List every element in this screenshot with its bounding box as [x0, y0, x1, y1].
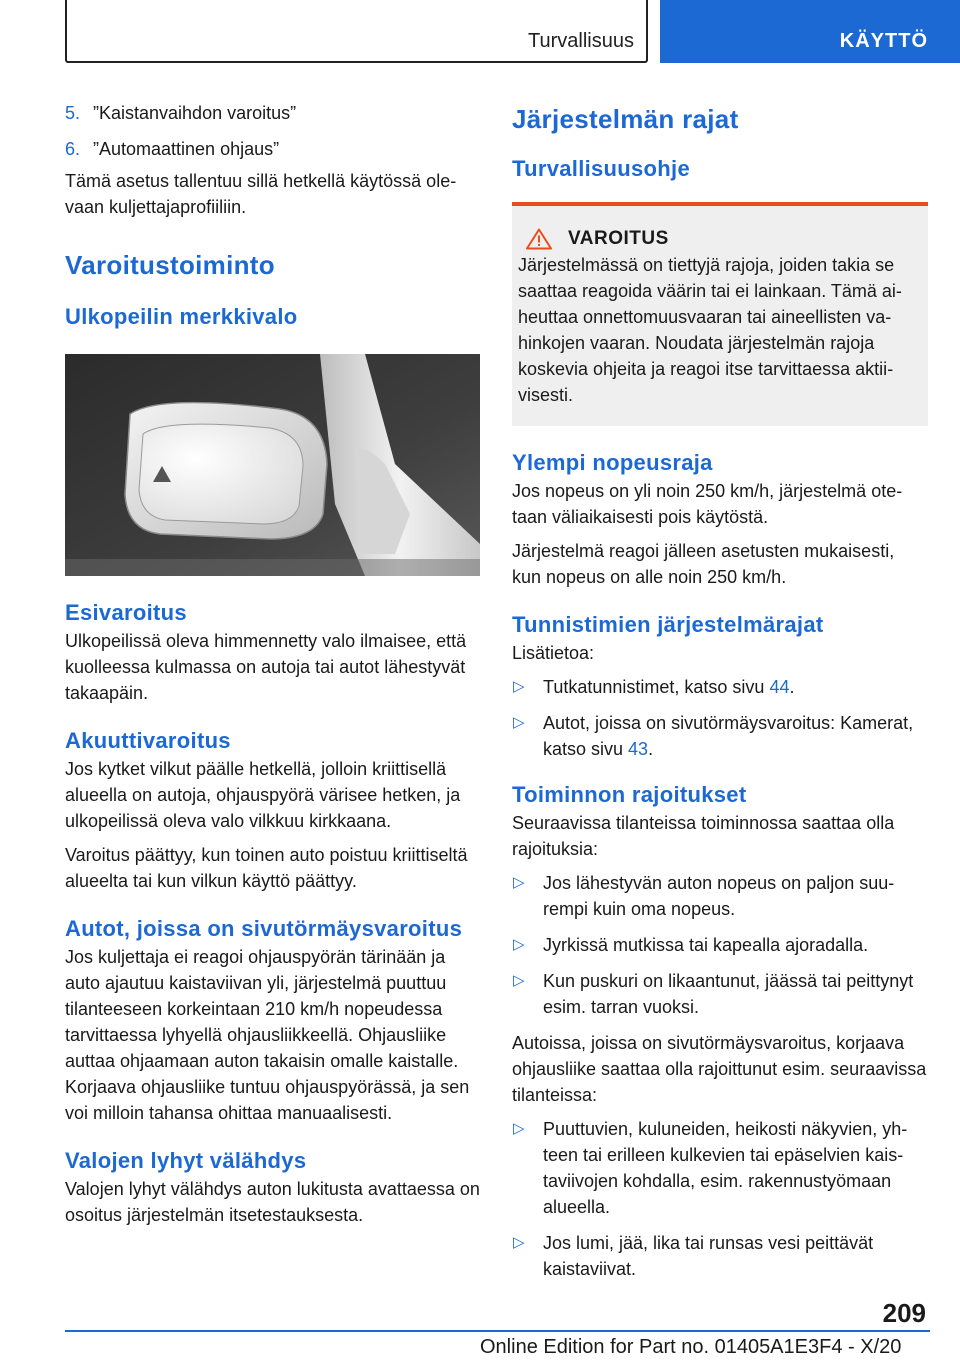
heading-turvallisuusohje: Turvallisuusohje — [512, 156, 690, 181]
list-text: ”Automaattinen ohjaus” — [93, 139, 280, 159]
header-section-box — [65, 0, 648, 63]
warning-header — [518, 228, 920, 250]
list-text: Jos lumi, jää, lika tai runsas vesi peittävät kaistaviivat. — [543, 1233, 874, 1279]
paragraph-valojen: Valojen lyhyt välähdys auton lukitusta avattaessa on osoitus järjestelmän itsetestauksesta. — [65, 1179, 480, 1225]
list-item — [512, 710, 928, 762]
page-link-43[interactable]: 43 — [628, 739, 649, 759]
heading-varoitustoiminto: Varoitustoiminto — [65, 250, 275, 280]
heading-toiminnon-rajoitukset: Toiminnon rajoitukset — [512, 782, 747, 807]
paragraph-akuutti-2: Varoitus päättyy, kun toinen auto poistuu kriittiseltä alueelta tai kun vilkun käyttö päättyy. — [65, 845, 468, 891]
list-text: Puuttuvien, kuluneiden, heikosti näkyvien, yhteen tai erilleen kulkevien tai epäselvien kaistaviivojen kohdalla, esim. rakennustyömaan alueella. — [543, 1119, 908, 1217]
header-chapter-tab[interactable] — [660, 0, 960, 63]
bullet-triangle-icon: ▷ — [513, 874, 525, 891]
list-item — [65, 100, 483, 126]
paragraph-akuutti-1: Jos kytket vilkut päälle hetkellä, jolloin kriittisellä alueella on autoja, ohjauspyörä värisee hetken, ja ulkopeilissä oleva valo vilkkuu kirkkaana. — [65, 759, 461, 831]
footer-edition: Online Edition for Part no. 01405A1E3F4 - X/20 — [480, 1336, 902, 1358]
bullet-triangle-icon: ▷ — [513, 1234, 525, 1251]
paragraph-ylempi-2: Järjestelmä reagoi jälleen asetusten mukaisesti, kun nopeus on alle noin 250 km/h. — [512, 541, 895, 587]
list-text: Jyrkissä mutkissa tai kapealla ajoradalla. — [543, 935, 869, 955]
warning-triangle-icon — [526, 228, 552, 250]
list-text: Jos lähestyvän auton nopeus on paljon suurempi kuin oma nopeus. — [543, 873, 895, 919]
list-text: ”Kaistanvaihdon varoitus” — [93, 103, 297, 123]
page-link-44[interactable]: 44 — [769, 677, 790, 697]
header-chapter-label: KÄYTTÖ — [839, 30, 928, 52]
heading-ulkopeilin-merkkivalo: Ulkopeilin merkkivalo — [65, 304, 298, 329]
paragraph-ylempi-1: Jos nopeus on yli noin 250 km/h, järjestelmä otetaan väliaikaisesti pois käytöstä. — [512, 481, 903, 527]
heading-akuuttivaroitus: Akuuttivaroitus — [65, 728, 231, 753]
bullet-triangle-icon: ▷ — [513, 678, 525, 695]
paragraph-lisatietoa: Lisätietoa: — [512, 643, 595, 663]
warning-text: Järjestelmässä on tiettyjä rajoja, joiden takia se saattaa reagoida väärin tai ei lainkaan. Tämä aiheuttaa onnettomuusvaaran tai aineellisten vahinkojen vaaran. Noudata järjestelmän rajoja koskevia ohjeita ja reagoi itse tarvittaessa aktiivisesti. — [518, 255, 902, 405]
list-item — [512, 1230, 928, 1282]
side-mirror-illustration — [65, 354, 480, 576]
bullet-triangle-icon: ▷ — [513, 972, 525, 989]
list-item — [512, 870, 928, 922]
right-column — [512, 100, 928, 1292]
heading-tunnistimien-rajat: Tunnistimien järjestelmärajat — [512, 612, 824, 637]
paragraph-esivaroitus: Ulkopeilissä oleva himmennetty valo ilmaisee, että kuolleessa kulmassa on autoja tai autot lähestyvät takaapäin. — [65, 631, 467, 703]
heading-ylempi-nopeusraja: Ylempi nopeusraja — [512, 450, 713, 475]
heading-esivaroitus: Esivaroitus — [65, 600, 187, 625]
list-text: Autot, joissa on sivutörmäysvaroitus: Kamerat, katso sivu 43. — [543, 713, 914, 759]
paragraph-autoissa: Autoissa, joissa on sivutörmäysvaroitus, korjaava ohjausliike saattaa olla rajoittunut esim. seuraavissa tilanteissa: — [512, 1033, 927, 1105]
heading-autot-sivutormaysvaroitus: Autot, joissa on sivutörmäysvaroitus — [65, 916, 463, 941]
warning-title: VAROITUS — [568, 228, 669, 249]
list-number: 5. — [65, 103, 81, 123]
page-number: 209 — [882, 1298, 926, 1328]
heading-valojen-valahdys: Valojen lyhyt välähdys — [65, 1148, 307, 1173]
list-text: Kun puskuri on likaantunut, jäässä tai peittynyt esim. tarran vuoksi. — [543, 971, 914, 1017]
bullet-triangle-icon: ▷ — [513, 714, 525, 731]
warning-box — [512, 202, 928, 426]
paragraph-autot: Jos kuljettaja ei reagoi ohjauspyörän tärinään ja auto ajautuu kaistaviivan yli, järjestelmä puuttuu tilanteeseen korkeintaan 210 km/h nopeudessa tarvittaessa lyhyellä ohjausliikkeellä. Ohjausliike auttaa ohjaamaan auton takaisin omalle kaistalle. Korjaava ohjausliike tuntuu ohjauspyörässä, ja sen voi milloin tahansa ohittaa manuaalisesti. — [65, 947, 470, 1123]
list-number: 6. — [65, 139, 81, 159]
left-column — [65, 100, 483, 1236]
heading-jarjestelman-rajat: Järjestelmän rajat — [512, 104, 739, 134]
bullet-triangle-icon: ▷ — [513, 1120, 525, 1137]
list-item — [512, 968, 928, 1020]
list-text: Tutkatunnistimet, katso sivu 44. — [543, 677, 795, 697]
list-item — [65, 136, 483, 162]
list-item — [512, 674, 928, 700]
list-item — [512, 1116, 928, 1220]
footer-divider — [65, 1330, 930, 1332]
list-item — [512, 932, 928, 958]
bullet-triangle-icon: ▷ — [513, 936, 525, 953]
paragraph-seuraavissa: Seuraavissa tilanteissa toiminnossa saattaa olla rajoituksia: — [512, 813, 895, 859]
header-section-title: Turvallisuus — [528, 30, 634, 52]
profile-note: Tämä asetus tallentuu sillä hetkellä käytössä olevaan kuljettajaprofiiliin. — [65, 171, 457, 217]
